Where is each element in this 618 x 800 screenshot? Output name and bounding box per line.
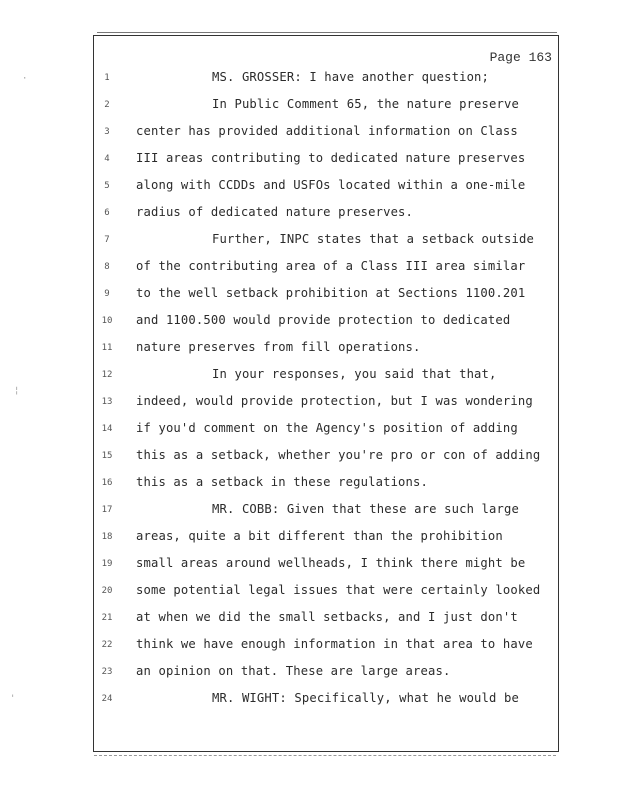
transcript-line xyxy=(0,394,618,414)
margin-speck: ¦ xyxy=(14,386,20,396)
line-number: 11 xyxy=(101,343,113,353)
transcript-line xyxy=(0,691,618,711)
line-text: radius of dedicated nature preserves. xyxy=(136,205,414,219)
line-text: In Public Comment 65, the nature preserve xyxy=(212,97,519,111)
transcript-line xyxy=(0,124,618,144)
line-number: 12 xyxy=(101,370,113,380)
line-text: if you'd comment on the Agency's position of adding xyxy=(136,421,518,435)
transcript-line xyxy=(0,610,618,630)
margin-speck: ' xyxy=(10,694,16,704)
line-number: 4 xyxy=(104,154,110,164)
line-text: at when we did the small setbacks, and I just don't xyxy=(136,610,518,624)
transcript-line xyxy=(0,151,618,171)
line-number: 9 xyxy=(104,289,110,299)
margin-speck: · xyxy=(22,74,28,84)
line-number: 2 xyxy=(104,100,110,110)
page-top-edge xyxy=(97,32,557,33)
transcript-line xyxy=(0,205,618,225)
transcript-line xyxy=(0,313,618,333)
page-number: Page 163 xyxy=(489,50,552,65)
line-text: and 1100.500 would provide protection to dedicated xyxy=(136,313,511,327)
line-number: 7 xyxy=(104,235,110,245)
transcript-line xyxy=(0,664,618,684)
line-text: Further, INPC states that a setback outside xyxy=(212,232,534,246)
line-text: some potential legal issues that were certainly looked xyxy=(136,583,541,597)
line-text: an opinion on that. These are large areas. xyxy=(136,664,451,678)
line-text: of the contributing area of a Class III area similar xyxy=(136,259,526,273)
line-number: 6 xyxy=(104,208,110,218)
page-bottom-edge xyxy=(94,755,556,757)
transcript-line xyxy=(0,583,618,603)
line-text: this as a setback, whether you're pro or con of adding xyxy=(136,448,541,462)
transcript-line xyxy=(0,97,618,117)
transcript-line xyxy=(0,367,618,387)
transcript-line xyxy=(0,637,618,657)
line-number: 20 xyxy=(101,586,113,596)
transcript-line xyxy=(0,421,618,441)
line-number: 15 xyxy=(101,451,113,461)
line-text: MR. COBB: Given that these are such large xyxy=(212,502,519,516)
transcript-line xyxy=(0,286,618,306)
line-text: this as a setback in these regulations. xyxy=(136,475,429,489)
transcript-line xyxy=(0,340,618,360)
line-text: indeed, would provide protection, but I was wondering xyxy=(136,394,533,408)
line-number: 17 xyxy=(101,505,113,515)
line-number: 14 xyxy=(101,424,113,434)
transcript-line xyxy=(0,556,618,576)
line-text: nature preserves from fill operations. xyxy=(136,340,421,354)
transcript-line xyxy=(0,502,618,522)
transcript-line xyxy=(0,529,618,549)
line-text: small areas around wellheads, I think there might be xyxy=(136,556,526,570)
line-number: 13 xyxy=(101,397,113,407)
transcript-line xyxy=(0,178,618,198)
transcript-line xyxy=(0,70,618,90)
transcript-line xyxy=(0,232,618,252)
line-text: along with CCDDs and USFOs located within a one-mile xyxy=(136,178,526,192)
line-text: MS. GROSSER: I have another question; xyxy=(212,70,490,84)
line-text: areas, quite a bit different than the prohibition xyxy=(136,529,503,543)
line-number: 21 xyxy=(101,613,113,623)
line-number: 22 xyxy=(101,640,113,650)
line-text: In your responses, you said that that, xyxy=(212,367,497,381)
line-number: 10 xyxy=(101,316,113,326)
line-number: 1 xyxy=(104,73,110,83)
line-text: III areas contributing to dedicated nature preserves xyxy=(136,151,526,165)
line-number: 16 xyxy=(101,478,113,488)
transcript-line xyxy=(0,448,618,468)
line-number: 24 xyxy=(101,694,113,704)
line-text: center has provided additional information on Class xyxy=(136,124,518,138)
line-text: think we have enough information in that area to have xyxy=(136,637,533,651)
line-number: 23 xyxy=(101,667,113,677)
line-number: 5 xyxy=(104,181,110,191)
line-number: 3 xyxy=(104,127,110,137)
line-text: MR. WIGHT: Specifically, what he would be xyxy=(212,691,519,705)
transcript-line xyxy=(0,259,618,279)
line-text: to the well setback prohibition at Sections 1100.201 xyxy=(136,286,526,300)
line-number: 18 xyxy=(101,532,113,542)
line-number: 19 xyxy=(101,559,113,569)
transcript-line xyxy=(0,475,618,495)
line-number: 8 xyxy=(104,262,110,272)
